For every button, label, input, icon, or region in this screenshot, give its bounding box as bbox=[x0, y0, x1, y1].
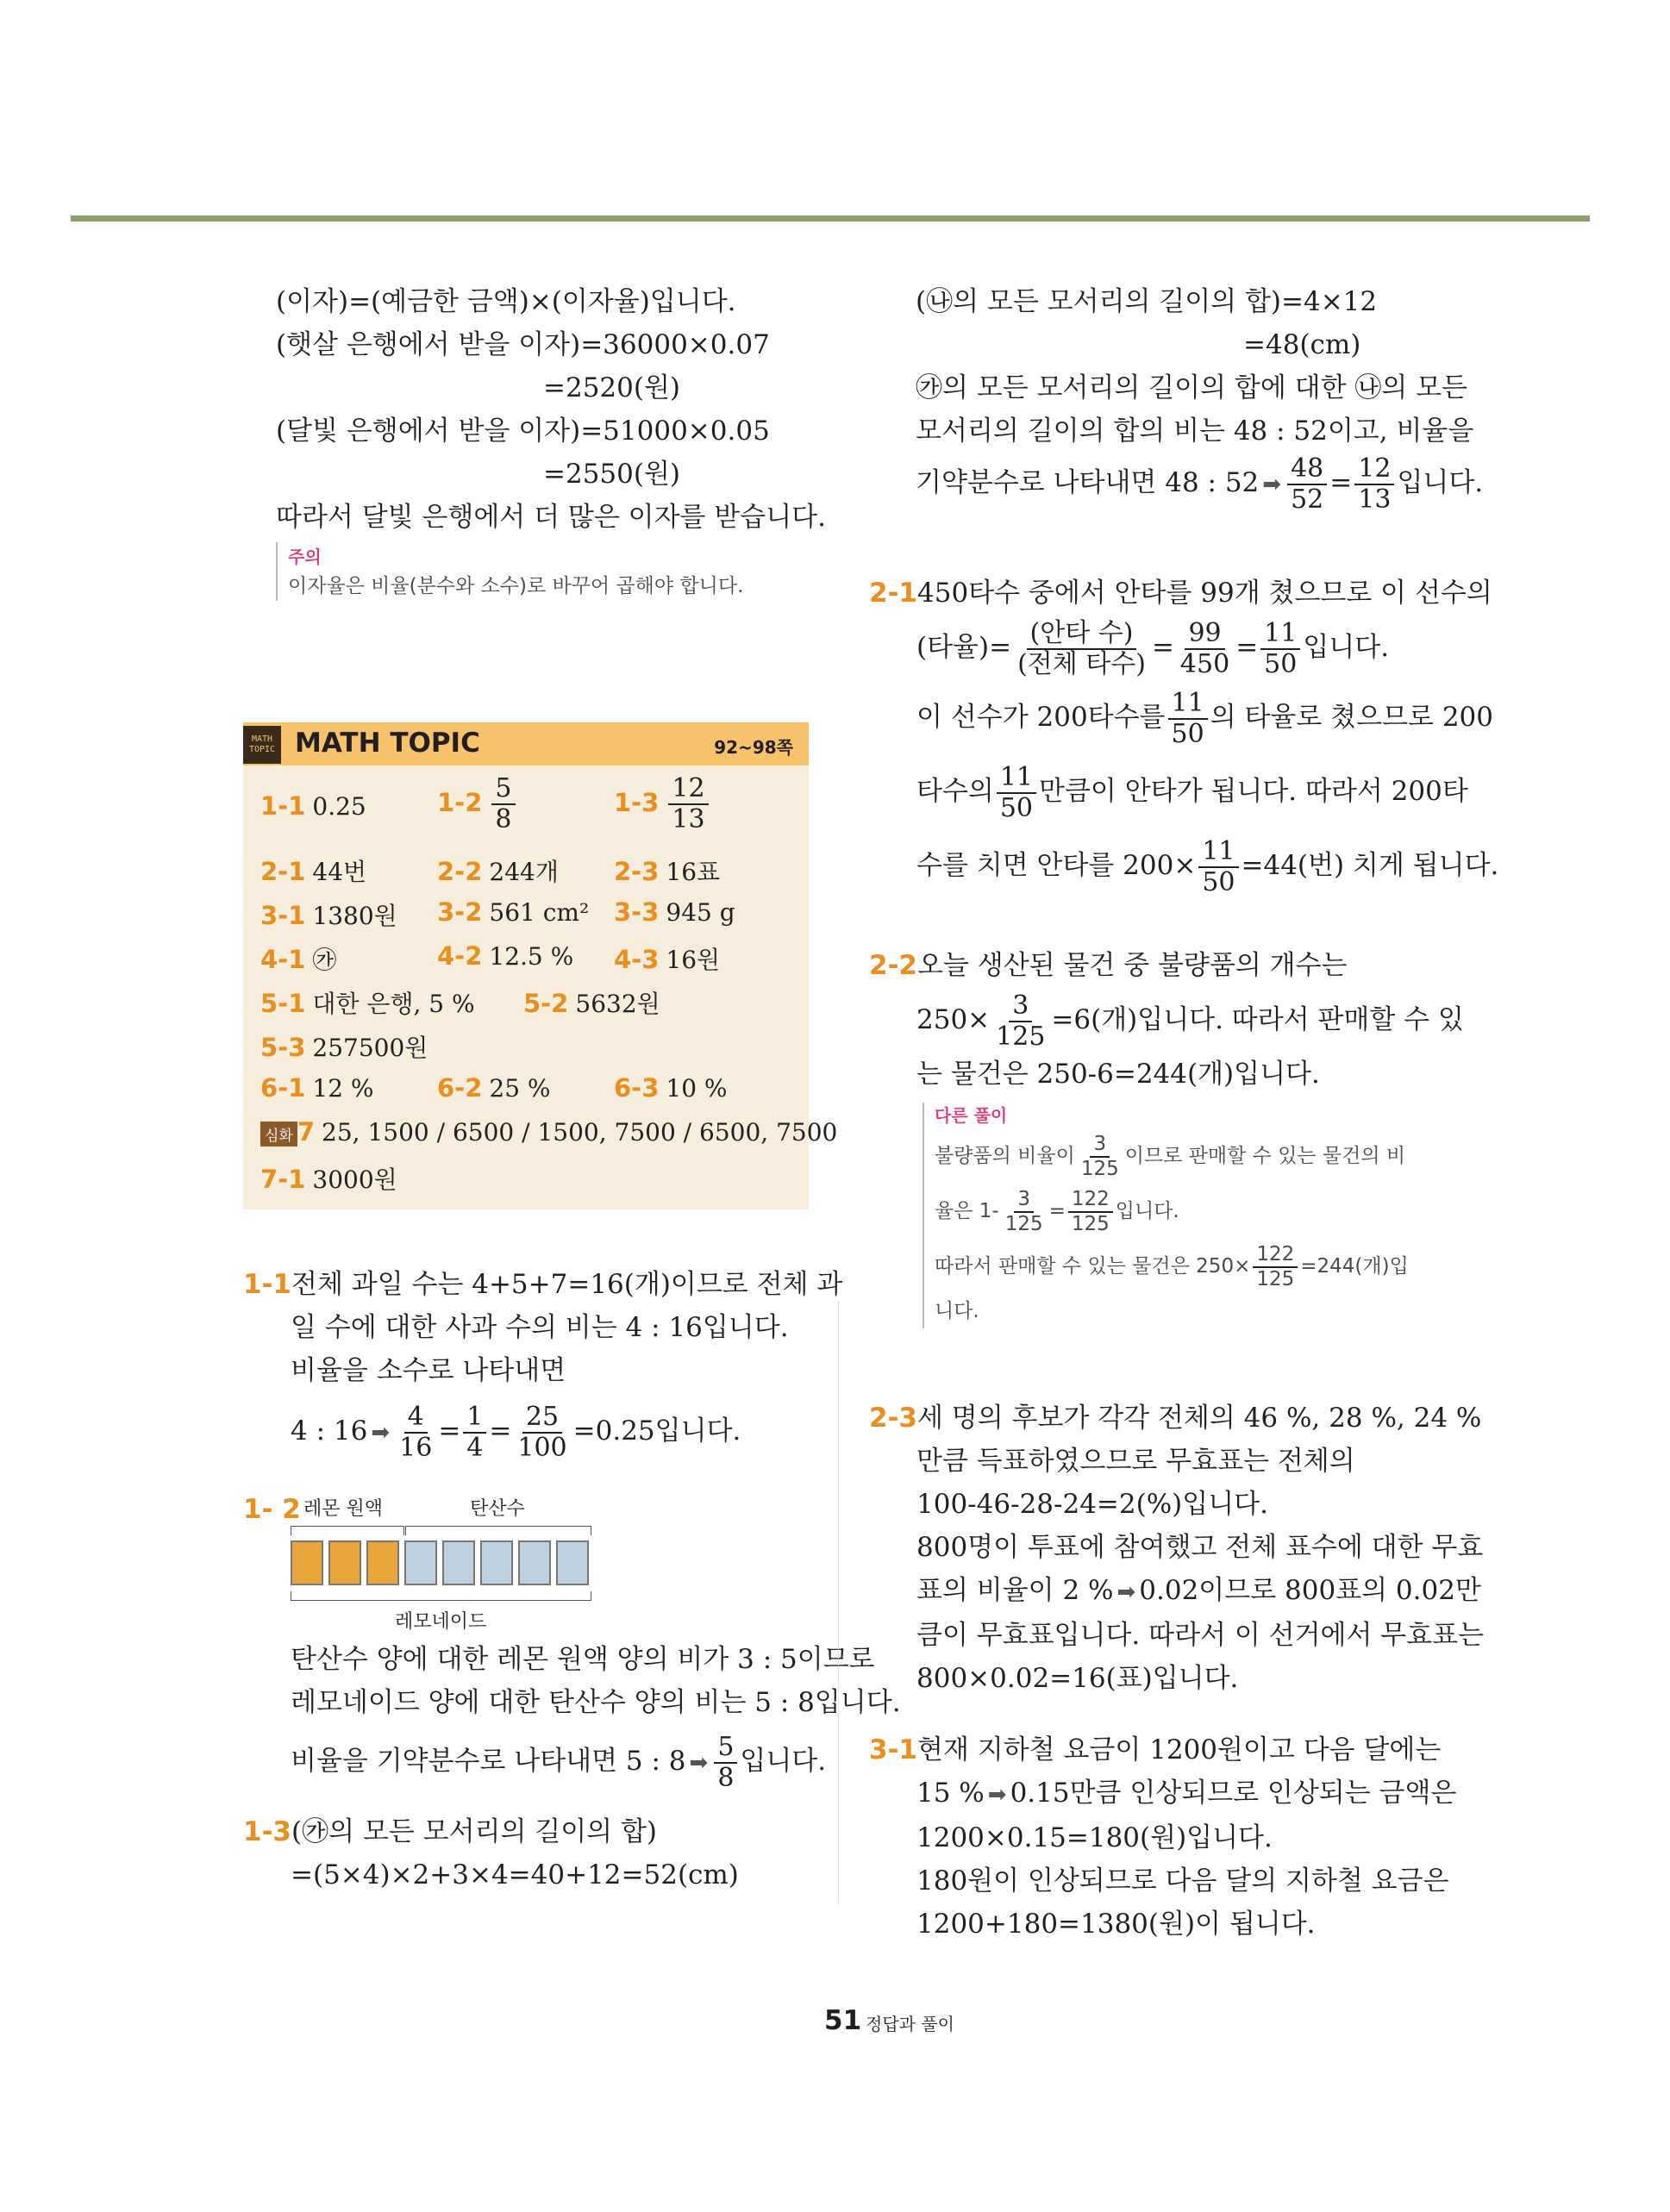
arrow-icon: ➡ bbox=[1262, 472, 1282, 497]
problem-number: 1-3 bbox=[243, 1816, 292, 1847]
page-number: 51 bbox=[824, 2005, 862, 2036]
problem-number: 2-3 bbox=[869, 1403, 918, 1434]
interest-line: (달빛 은행에서 받을 이자)=51000×0.05 bbox=[276, 416, 770, 447]
answer-item: 5-3 257500원 bbox=[260, 1033, 428, 1062]
answer-item: 2-1 44번 bbox=[260, 857, 367, 886]
answer-item: 3-2 561 cm² bbox=[437, 897, 590, 927]
lemon-label: 레몬 원액 bbox=[303, 1498, 384, 1520]
soda-bracket bbox=[405, 1526, 591, 1535]
equation: 4 : 16 ➡ $\frac{4}{16}$ = $\frac{1}{4}$ = $\frac{25}{100}$ =0.25입니다. bbox=[291, 1401, 741, 1463]
answer-item: 2-2 244개 bbox=[437, 857, 559, 886]
caution-text: 이자율은 비율(분수와 소수)로 바꾸어 곱해야 합니다. bbox=[288, 575, 744, 597]
math-topic-header bbox=[243, 722, 809, 765]
lemonade-label: 레모네이드 bbox=[395, 1611, 487, 1633]
interest-line: =2550(원) bbox=[543, 459, 681, 490]
interest-line: (이자)=(예금한 금액)×(이자율)입니다. bbox=[276, 286, 736, 317]
solution-2-2: 2-2오늘 생산된 물건 중 불량품의 개수는 250× $\frac{3}{125}$ =6(개)입니다. 따라서 판매할 수 있 는 물건은 250-6=244(개)입니다. 다른 풀이 불량품의 비율이 $\frac{3}{125}$ 이므로 판매할 수 있는 물건의 비 율은 1- $\frac{3}{125}$ = $\frac{122}{125}$ 입니다. 따라서 판매할 수 있는 물건은 250× $\frac{122}{125}$ =244(개)입 니다. bbox=[869, 944, 1464, 1328]
solution-1-3: 1-3(㉮의 모든 모서리의 길이의 합) =(5×4)×2+3×4=40+12=52(cm) bbox=[243, 1810, 739, 1896]
answer-item: 6-3 10 % bbox=[614, 1073, 728, 1103]
problem-number: 1-1 bbox=[243, 1269, 292, 1300]
answer-item: 4-1 ㉮ bbox=[260, 945, 337, 974]
solution-1-2: 탄산수 양에 대한 레몬 원액 양의 비가 3 : 5이므로 레모네이드 양에 대한 탄산수 양의 비는 5 : 8입니다. 비율을 기약분수로 나타내면 5 : 8 ➡ $\frac{5}{8}$ 입니다. bbox=[291, 1644, 901, 1793]
lemon-cell bbox=[328, 1540, 361, 1585]
answer-item: 1-1 0.25 bbox=[260, 791, 366, 821]
answer-item: 5-2 5632원 bbox=[523, 989, 660, 1018]
equation: 기약분수로 나타내면 48 : 52 ➡ $\frac{48}{52}$ = $\frac{12}{13}$ 입니다. bbox=[916, 453, 1484, 515]
arrow-icon: ➡ bbox=[689, 1750, 709, 1776]
interest-solution bbox=[276, 280, 826, 601]
soda-cell bbox=[480, 1540, 513, 1585]
math-topic-title: MATH TOPIC bbox=[295, 728, 480, 759]
math-topic-box bbox=[243, 722, 838, 1209]
caution-label: 주의 bbox=[288, 547, 322, 567]
problem-number: 2-2 bbox=[869, 950, 918, 981]
answer-item: 5-1 대한 은행, 5 % bbox=[260, 989, 475, 1018]
advanced-badge: 심화 bbox=[260, 1122, 297, 1147]
problem-number: 2-1 bbox=[869, 578, 918, 609]
answer-item: 2-3 16표 bbox=[614, 857, 721, 886]
solution-1-1: 1-1전체 과일 수는 4+5+7=16(개)이므로 전체 과 일 수에 대한 사과 수의 비는 4 : 16입니다. 비율을 소수로 나타내면 4 : 16 ➡ $\frac{4}{16}$ = $\frac{1}{4}$ = $\frac{25}{100}$ =0.25입니다. bbox=[243, 1263, 842, 1463]
alternate-solution-note: 다른 풀이 불량품의 비율이 $\frac{3}{125}$ 이므로 판매할 수 있는 물건의 비 율은 1- $\frac{3}{125}$ = $\frac{122}{125}$ 입니다. 따라서 판매할 수 있는 물건은 250× $\frac{122}{125}$ =244(개)입 니다. bbox=[923, 1103, 1464, 1328]
answer-item: 7-1 3000원 bbox=[260, 1165, 397, 1194]
arrow-icon: ➡ bbox=[987, 1782, 1007, 1808]
solution-3-1: 3-1현재 지하철 요금이 1200원이고 다음 달에는 15 % ➡ 0.15만큼 인상되므로 인상되는 금액은 1200×0.15=180(원)입니다. 180원이 인상되므로 다음 달의 지하철 요금은 1200+180=1380(원)이 됩니다. bbox=[869, 1728, 1456, 1946]
interest-line: (햇살 은행에서 받을 이자)=36000×0.07 bbox=[276, 329, 770, 360]
lemon-cell bbox=[366, 1540, 399, 1585]
alternate-label: 다른 풀이 bbox=[935, 1105, 1008, 1126]
equation: 비율을 기약분수로 나타내면 5 : 8 ➡ $\frac{5}{8}$ 입니다. bbox=[291, 1731, 827, 1793]
footer-label: 정답과 풀이 bbox=[866, 2014, 954, 2034]
soda-cell bbox=[404, 1540, 437, 1585]
interest-line: 따라서 달빛 은행에서 더 많은 이자를 받습니다. bbox=[276, 502, 826, 533]
lemon-bracket bbox=[291, 1526, 404, 1535]
answer-item: 심화 7 25, 1500 / 6500 / 1500, 7500 / 6500, 7500 bbox=[260, 1117, 837, 1147]
answer-item: 4-2 12.5 % bbox=[437, 941, 574, 971]
answer-item: 3-1 1380원 bbox=[260, 901, 397, 930]
solution-2-3: 2-3세 명의 후보가 각각 전체의 46 %, 28 %, 24 % 만큼 득표하였으므로 무효표는 전체의 100-46-28-24=2(%)입니다. 800명이 투표에 참여했고 전체 표수에 대한 무효 표의 비율이 2 % ➡ 0.02이므로 800표의 0.02만 큼이 무효표입니다. 따라서 이 선거에서 무효표는 800×0.02=16(표)입니다. bbox=[869, 1397, 1484, 1700]
answer-item: 3-3 945 g bbox=[614, 897, 735, 927]
answer-item: 1-2 $\frac{5}{8}$ bbox=[437, 776, 518, 833]
soda-cell bbox=[442, 1540, 475, 1585]
answer-item: 6-1 12 % bbox=[260, 1073, 374, 1103]
answer-item: 6-2 25 % bbox=[437, 1073, 551, 1103]
math-topic-logo: MATH TOPIC bbox=[243, 726, 281, 764]
lemonade-bracket bbox=[291, 1591, 591, 1601]
column-divider bbox=[838, 1302, 839, 1905]
soda-label: 탄산수 bbox=[470, 1498, 525, 1520]
caution-note bbox=[276, 542, 826, 601]
solution-2-1: 2-1450타수 중에서 안타를 99개 쳤으므로 이 선수의 (타율)= $\frac{\text{(안타 수)}}{\text{(전체 타수)}}$ = $\frac{99}{450}$ = $\frac{11}{50}$ 입니다. 이 선수가 200타수를 $\frac{11}{50}$ 의 타율로 쳤으므로 200 타수의 $\frac{11}{50}$ 만큼이 안타가 됩니다. 따라서 200타 수를 치면 안타를 200× $\frac{11}{50}$ =44(번) 치게 됩니다. bbox=[869, 572, 1498, 903]
lemon-cell bbox=[291, 1540, 323, 1585]
arrow-icon: ➡ bbox=[371, 1420, 391, 1446]
arrow-icon: ➡ bbox=[1116, 1579, 1136, 1605]
problem-number: 3-1 bbox=[869, 1734, 918, 1765]
solution-1-2-number bbox=[243, 1488, 301, 1531]
problem-number: 1- 2 bbox=[243, 1494, 301, 1525]
soda-cell bbox=[518, 1540, 551, 1585]
answer-item: 4-3 16원 bbox=[614, 945, 721, 974]
soda-cell bbox=[556, 1540, 589, 1585]
interest-line: =2520(원) bbox=[543, 372, 681, 403]
page-range: 92~98쪽 bbox=[714, 737, 793, 758]
header-rule bbox=[71, 216, 1590, 222]
answer-item: 1-3 $\frac{12}{13}$ bbox=[614, 776, 711, 833]
solution-1-3-continued: (㉯의 모든 모서리의 길이의 합)=4×12 =48(cm) ㉮의 모든 모서리의 길이의 합에 대한 ㉯의 모든 모서리의 길이의 합의 비는 48 : 52이고, 비율을 기약분수로 나타내면 48 : 52 ➡ $\frac{48}{52}$ = $\frac{12}{13}$ 입니다. bbox=[916, 286, 1484, 515]
